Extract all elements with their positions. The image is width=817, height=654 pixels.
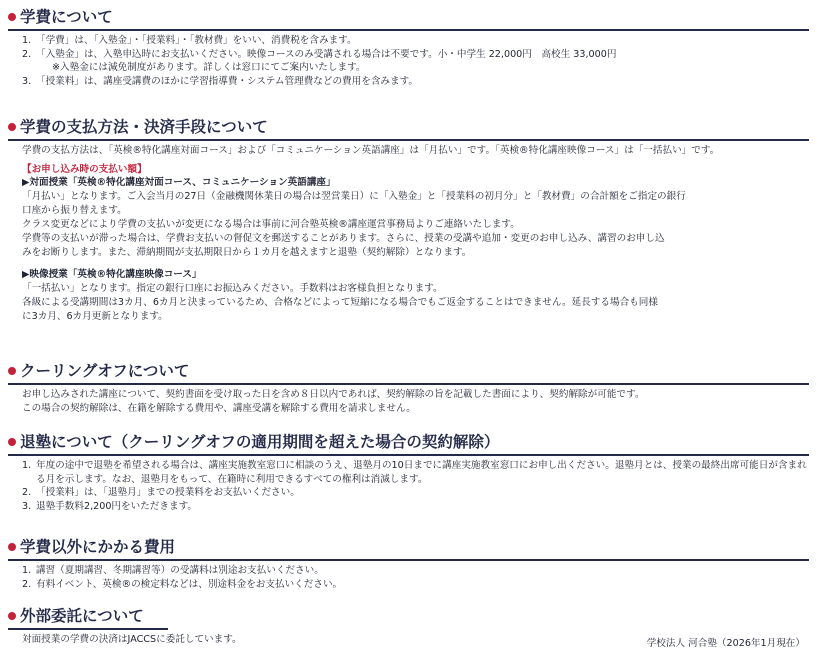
numbered-list	[22, 564, 809, 592]
bullet-dot-icon	[8, 13, 16, 21]
heading-text: 学費の支払方法・決済手段について	[20, 118, 268, 136]
paragraph-line: 各級による受講期間は3カ月、6カ月と決まっているため、合格などによって短縮になる場合でもご返金することはできません。延長する場合も同様	[22, 296, 658, 308]
paragraph-line: に3カ月、6カ月更新となります。	[22, 310, 168, 322]
heading-text: クーリングオフについて	[20, 362, 190, 380]
note-text: ※入塾金には減免制度があります。詳しくは窓口にてご案内いたします。	[52, 62, 366, 74]
bullet-dot-icon	[8, 612, 16, 620]
heading-underline	[8, 559, 809, 561]
section-heading	[8, 8, 809, 27]
payment-amount-label: 【お申し込み時の支払い額】	[22, 163, 147, 175]
paragraph-line: クラス変更などにより学費の支払いが変更になる場合は事前に河合塾英検®講座運営事務局よりご連絡いたします。	[22, 219, 520, 231]
heading-underline	[8, 139, 809, 141]
issuer-footer: 学校法人 河合塾（2026年1月現在）	[646, 638, 805, 649]
paragraph-line: この場合の契約解除は、在籍を解除する費用や、講座受講を解除する費用を請求しません。	[22, 402, 416, 414]
list-item: 1. 年度の途中で退塾を希望される場合は、講座実施教室窓口に相談のうえ、退塾月の10日までに講座実施教室窓口にお申し出ください。退塾月とは、授業の最終出席可能日が含まれる月を示します。なお、退塾月をもって、在籍時に利用できるすべての権利は消滅します。	[22, 459, 807, 485]
numbered-list	[22, 75, 809, 89]
bullet-dot-icon	[8, 123, 16, 131]
heading-underline	[8, 29, 809, 31]
bullet-dot-icon	[8, 543, 16, 551]
list-item: 2. 有料イベント、英検®の検定料などは、別途料金をお支払いください。	[22, 578, 343, 590]
paragraph-line: みをお断りします。また、滞納期間が支払期限日から１カ月を越えますと退塾（契約解除）となります。	[22, 246, 472, 258]
list-item: 2. 「授業料」は、「退塾月」までの授業料をお支払いください。	[22, 487, 300, 499]
section-heading	[8, 607, 809, 626]
paragraph-line: 口座から振り替えます。	[22, 205, 127, 217]
paragraph-line: 「月払い」となります。ご入会当月の27日（金融機関休業日の場合は翌営業日）に「入塾金」と「授業料の初月分」と「教材費」の合計額をご指定の銀行	[22, 191, 686, 203]
section-heading	[8, 433, 809, 452]
section-withdrawal	[8, 433, 809, 514]
intro-text: 学費の支払方法は、「英検®特化講座対面コース」および「コミュニケーション英語講座」は「月払い」です。「英検®特化講座映像コース」は「一括払い」です。	[22, 144, 720, 156]
section-heading	[8, 538, 809, 557]
section-payment-method	[8, 118, 809, 323]
heading-text: 退塾について（クーリングオフの適用期間を超えた場合の契約解除）	[20, 433, 500, 451]
heading-underline	[8, 454, 809, 456]
list-item: 1. 「学費」は、「入塾金」・「授業料」・「教材費」をいい、消費税を含みます。	[22, 34, 357, 46]
section-heading	[8, 118, 809, 137]
heading-text: 学費以外にかかる費用	[20, 538, 176, 556]
section-heading	[8, 362, 809, 381]
heading-text: 学費について	[20, 8, 113, 26]
paragraph-line: 対面授業の学費の決済はJACCSに委託しています。	[22, 633, 242, 645]
heading-underline	[8, 383, 809, 385]
heading-text: 外部委託について	[20, 607, 144, 625]
list-item: 3. 「授業料」は、講座受講費のほかに学習指導費・システム管理費などの費用を含みます。	[22, 76, 419, 88]
bullet-dot-icon	[8, 438, 16, 446]
video-course-heading: ▶映像授業「英検®特化講座映像コース」	[22, 268, 202, 280]
paragraph-line: お申し込みされた講座について、契約書面を受け取った日を含め８日以内であれば、契約解除の旨を記載した書面により、契約解除が可能です。	[22, 388, 645, 400]
list-item: 3. 退塾手数料2,200円をいただきます。	[22, 501, 198, 513]
section-cooling-off	[8, 362, 809, 415]
paragraph-line: 学費等の支払いが滞った場合は、学費お支払いの督促文を郵送することがあります。さらに、授業の受講や追加・変更のお申し込み、講習のお申し込	[22, 233, 665, 245]
bullet-dot-icon	[8, 367, 16, 375]
paragraph-line: 「一括払い」となります。指定の銀行口座にお振込みください。手数料はお客様負担となります。	[22, 282, 443, 294]
heading-underline	[8, 628, 168, 630]
in-person-course-heading: ▶対面授業「英検®特化講座対面コース、コミュニケーション英語講座」	[22, 177, 336, 189]
section-other-costs	[8, 538, 809, 591]
numbered-list	[22, 459, 809, 515]
list-item: 1. 講習（夏期講習、冬期講習等）の受講料は別途お支払いください。	[22, 564, 324, 576]
section-tuition	[8, 8, 809, 89]
numbered-list	[22, 34, 809, 62]
list-item: 2. 「入塾金」は、入塾申込時にお支払いください。映像コースのみ受講される場合は不要です。小・中学生 22,000円 高校生 33,000円	[22, 48, 617, 60]
